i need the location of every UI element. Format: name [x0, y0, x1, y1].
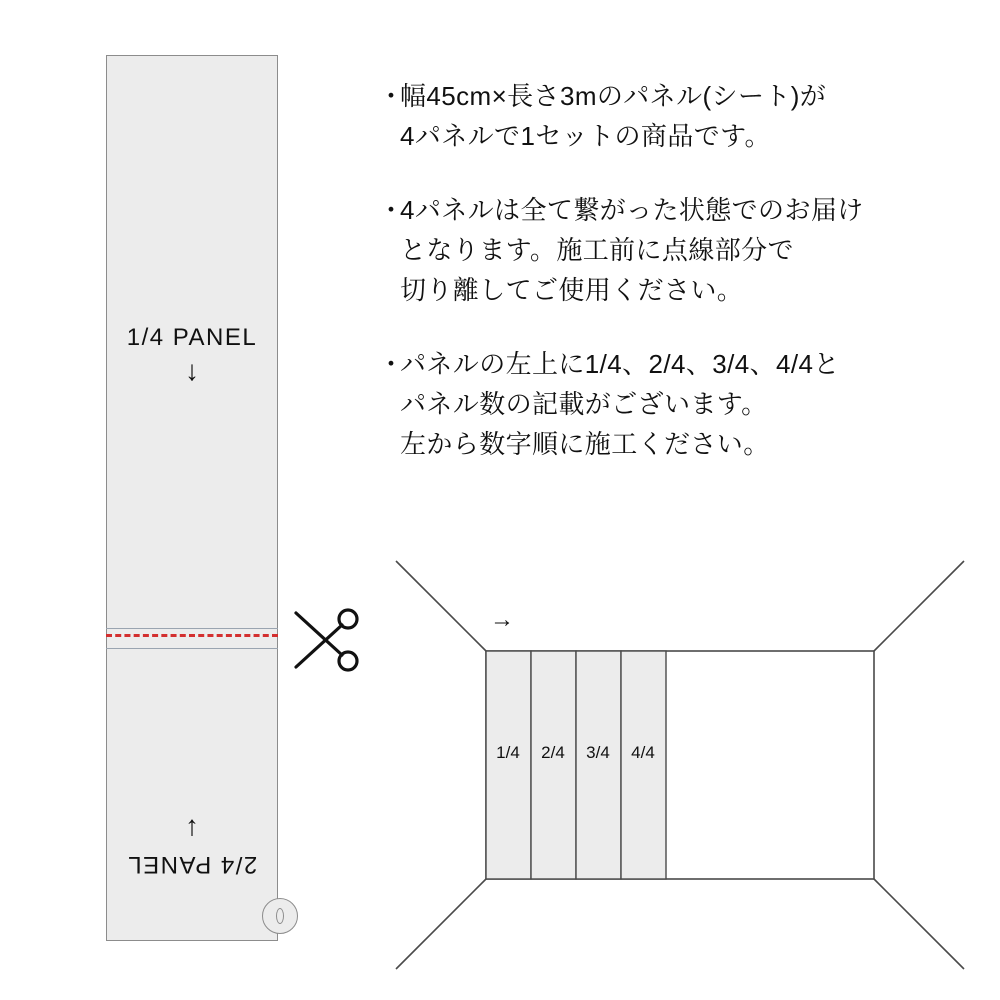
note-line: 4パネルは全て繋がった状態でのお届け [400, 195, 864, 225]
note-line: 4パネルで1セットの商品です。 [400, 121, 771, 151]
strip-label-4: 4/4 [631, 743, 655, 762]
cut-guide-line-top [106, 628, 278, 629]
bullet-dot-icon: ・ [378, 195, 405, 225]
instruction-notes [378, 76, 978, 498]
note-line: 幅45cm×長さ3mのパネル(シート)が [400, 81, 827, 111]
note-line: となります。施工前に点線部分で [400, 235, 794, 265]
roll-top-panel-label: 1/4 PANEL [126, 324, 258, 351]
note-item [378, 190, 978, 310]
note-line: 左から数字順に施工ください。 [400, 429, 770, 459]
note-item [378, 344, 978, 464]
strip-label-1: 1/4 [496, 743, 520, 762]
cut-line-dashed-red [106, 634, 278, 637]
strip-label-2: 2/4 [541, 743, 565, 762]
scissors-icon [290, 605, 364, 675]
note-line: パネルの左上に1/4、2/4、3/4、4/4と [400, 349, 840, 379]
roll-core-end [262, 898, 298, 934]
room-perspective-diagram [390, 555, 970, 975]
roll-top-arrow-icon: ↓ [185, 355, 199, 386]
bullet-dot-icon: ・ [378, 81, 405, 111]
roll-bottom-panel-label: 2/4 PANEL [126, 851, 258, 878]
installation-direction-arrow-icon: → [490, 606, 514, 633]
note-line: 切り離してご使用ください。 [400, 275, 744, 305]
cut-line-band [106, 625, 278, 655]
bullet-dot-icon: ・ [378, 349, 405, 379]
note-item [378, 76, 978, 156]
note-line: パネル数の記載がございます。 [400, 389, 768, 419]
cut-guide-line-bottom [106, 648, 278, 649]
roll-bottom-arrow-icon: ↑ [185, 810, 199, 841]
strip-label-3: 3/4 [586, 743, 610, 762]
wallpaper-roll-body [106, 55, 278, 941]
